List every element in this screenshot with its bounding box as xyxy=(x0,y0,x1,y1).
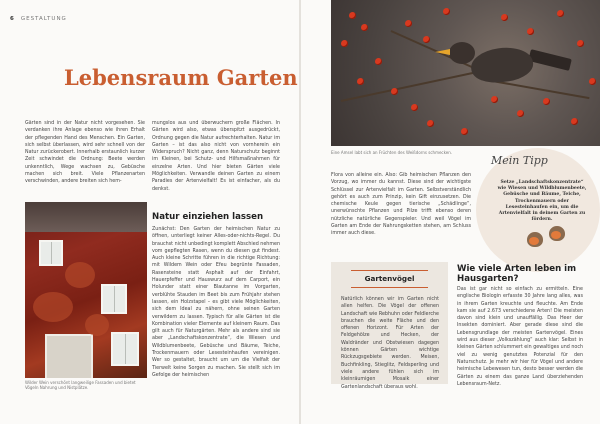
berry xyxy=(443,8,450,15)
window xyxy=(111,332,139,366)
section-name: GESTALTUNG xyxy=(20,16,67,22)
bird-body xyxy=(469,44,535,86)
berry xyxy=(423,36,430,43)
box-rule-top xyxy=(351,270,428,271)
berry xyxy=(405,20,412,27)
berry xyxy=(571,118,578,125)
twig xyxy=(341,71,478,102)
berry xyxy=(577,40,584,47)
box-text xyxy=(341,296,439,391)
tip-title: Mein Tipp xyxy=(491,154,548,167)
species-column xyxy=(457,286,583,388)
berry xyxy=(491,96,498,103)
bird-caption: Eine Amsel labt sich an Früchten des Weißdorns schmecken. xyxy=(331,150,453,155)
window xyxy=(39,240,63,266)
species-heading: Wie viele Arten leben im Hausgarten? xyxy=(457,264,577,284)
right-text: Flora von alleine ein. Also: Gib heimischen Pflanzen den Vorzug, wo immer du kannst. Diese sind der wichtigste Schlüssel zur Artenvielfalt im Garten. Selbstverständlich gehört es auch zum Prinzip, kein Gift einzusetzen. Die chemische Keule gegen tierische „Schädlinge“, unerwünschte Pflanzen und Pilze trifft ebenso deren nützliche natürliche Gegenspieler. Und weil Vögel im Garten am Ende der Nahrungsketten stehen, am Schluss immer auch diese. xyxy=(331,173,471,237)
bird-tail xyxy=(528,49,572,71)
bird-beak xyxy=(435,49,450,55)
robin-breast xyxy=(529,237,539,245)
intro-column-1 xyxy=(25,120,145,186)
berry xyxy=(349,12,356,19)
door xyxy=(45,334,93,378)
robin-icon xyxy=(549,226,565,241)
intro-column-2 xyxy=(152,120,280,193)
natur-text: Zunächst: Den Garten der heimischen Natur zu öffnen, unterliegt keiner Alles-oder-nichts-Regel. Du brauchst nicht unbedingt komplett Abschied nehmen vom gepflegten Rasen, wenn du diesen gut findest. Auch kleine Schritte führen in die richtige Richtung: mit Wildem Wein oder Efeu begrünte Fassaden, Rasensteine statt Asphalt auf der Einfahrt, Hauerpfeffer und Hauswurz auf dem Carport, ein Holunder statt einer Blautanne im Vorgarten, verblühte Stauden im Beet bis zum Frühjahr stehen lassen, ein Holzstapel – es gibt viele Möglichkeiten, sich dem Ideal zu nähern, ohne seinen Garten verwildern zu lassen. Typisch für alle Gärten ist die Kombination vieler Elemente auf kleinem Raum. Das gilt auch für Naturgärten. Mehr als andere sind sie aber „Landschaftskonzentrate“, die Wiesen und Wildblumenbeete, Gebüsche und Bäume, Teiche, Trockenmauern oder Lesesteinhaufen vereinigen. Wer so gestaltet, braucht um um die Vielfalt der Tierwelt keine Sorgen zu machen. Sie stellt sich im Gefolge der heimischen xyxy=(152,227,280,378)
roof xyxy=(25,202,147,232)
berry xyxy=(375,58,382,65)
berry xyxy=(391,88,398,95)
berry xyxy=(427,120,434,127)
robin-icon xyxy=(527,232,543,247)
bird-photo xyxy=(331,0,600,146)
berry xyxy=(461,128,468,135)
headline: Lebensraum Garten xyxy=(64,65,298,90)
ivy-cluster xyxy=(85,314,109,336)
intro-text-2: mungslos aus und überwuchern große Flächen. In Gärten wird also, etwas überspitzt ausgedrückt, Ordnung gegen die Natur aufrechterhalten. Natur im Garten – ist das also nicht von vornherein ein Widerspruch? Nicht ganz, denn Naturschutz beginnt im Kleinen, bei Schutz- und Hilfsmaßnahmen für einzelne Arten. Und hier bieten Gärten viele Möglichkeiten. Verwandle deinen Garten zu einem Paradies der Artenvielfalt! Es ist einfacher, als du denkst. xyxy=(152,121,280,192)
berry xyxy=(543,98,550,105)
box-body: Natürlich können wir im Garten nicht allen helfen. Die Vögel der offenen Landschaft wie Rebhuhn oder Feldlerche brauchen die weite Fläche und den offenen Horizont. Für Arten der Feldgehölze und Hecken, der Waldränder und Obstwiesen dagegen können Gärten wichtige Rückzugsgebiete werden. Meisen, Buchfinkling, Stieglitz, Feldsperling und viele andere fühlen sich im kleinräumigen Mosaik einer Gartenlandschaft überaus wohl. xyxy=(341,297,439,390)
left-page xyxy=(0,0,299,424)
robin-breast xyxy=(551,231,561,239)
berry xyxy=(527,28,534,35)
window xyxy=(101,284,127,314)
page-number: 6 xyxy=(10,16,15,22)
box-rule-bottom xyxy=(351,287,428,288)
ivy-cluster xyxy=(65,262,95,288)
berry xyxy=(341,40,348,47)
berry xyxy=(361,24,368,31)
house-photo xyxy=(25,202,147,378)
berry xyxy=(589,78,596,85)
berry xyxy=(357,78,364,85)
species-text: Das ist gar nicht so einfach zu ermitteln. Eine englische Biologin erfasste 30 Jahre lang alles, was in ihrem Garten kreuchte und fleuchte. Am Ende kam sie auf 2.673 verschiedene Arten! Die meisten davon sind klein und unauffällig. Das Heer der Insekten dominiert. Aber gerade diese sind die Lebensgrundlage der meisten Gartenvögel. Eines wird aus dieser „Volkszählung“ auch klar: Selbst in kleinen Gärten schlummert ein gewaltiges und noch viel zu wenig genutztes Potenzial für den Naturschutz. Je mehr wir hier für Vögel und andere heimische Lebewesen tun, desto besser werden die Gärten zu einem das ganze Land überziehenden Lebensraum-Netz. xyxy=(457,287,583,387)
berry xyxy=(411,104,418,111)
natur-column xyxy=(152,226,280,379)
house-caption: Wilder Wein verschönt langweilige Fassaden und bietet Vögeln Nahrung und Nistplätze. xyxy=(25,380,136,391)
box-title: Gartenvögel xyxy=(364,274,415,283)
right-page xyxy=(301,0,600,424)
right-column xyxy=(331,172,471,238)
intro-text-1: Gärten sind in der Natur nicht vorgesehen. Sie verdanken ihre Anlage ebenso wie ihren Erhalt der pflegenden Hand des Menschen. Ein Garten, sich selbst überlassen, wird sehr schnell von der Natur zurückerobert. Innerhalb erstaunlich kurzer Zeit schwindet die Ordnung: Beete werden unkenntlich, Wege wachsen zu, Gebüsche machen sich breit. Viele Pflanzenarten verschwinden, andere breiten sich hem- xyxy=(25,121,145,185)
bird-head xyxy=(449,42,475,64)
berry xyxy=(517,110,524,117)
subhead-natur: Natur einziehen lassen xyxy=(152,212,264,222)
folio xyxy=(10,16,67,22)
ivy-cluster xyxy=(33,292,73,322)
berry xyxy=(557,10,564,17)
tip-text: Setze „Landschaftskonzentrate“ wie Wiesen und Wildblumenbeete, Gebüsche und Bäume, Teiche, Trockenmauern oder Lesesteinhaufen ein, um die Artenvielfalt in deinem Garten zu fördern. xyxy=(497,180,587,223)
berry xyxy=(501,14,508,21)
